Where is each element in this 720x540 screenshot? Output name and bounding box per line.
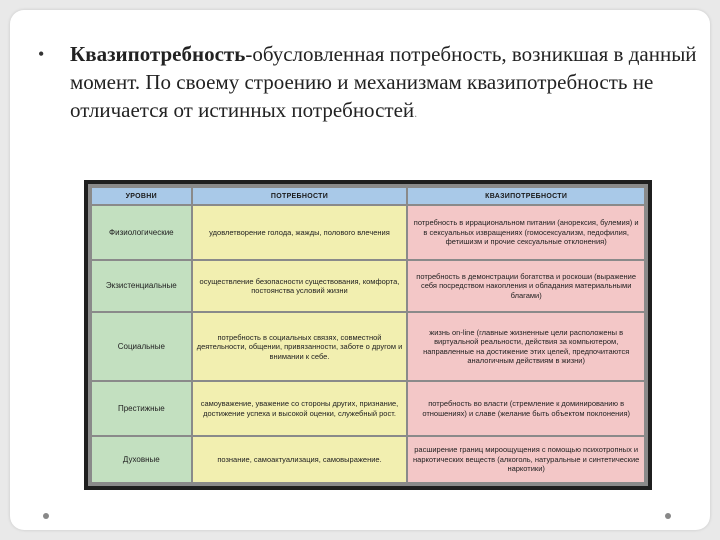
need-cell: осуществление безопасности существования, комфорта, постоянства условий жизни bbox=[193, 261, 407, 311]
quasi-cell: жизнь on-line (главные жизненные цели расположены в виртуальной реальности, действия за компьютером, направленные на достижение этих целей, предпочитаются аналогичным действиям в жизни) bbox=[408, 313, 644, 380]
header-quasi-needs: КВАЗИПОТРЕБНОСТИ bbox=[408, 188, 644, 204]
bullet-endmark: . bbox=[414, 106, 418, 120]
header-needs: ПОТРЕБНОСТИ bbox=[193, 188, 407, 204]
header-levels: УРОВНИ bbox=[92, 188, 191, 204]
need-cell: самоуважение, уважение со стороны других, признание, достижение успеха и высокой оценки, служебный рост. bbox=[193, 382, 407, 435]
table-row bbox=[92, 313, 644, 380]
quasi-cell: потребность в иррациональном питании (анорексия, булемия) и в сексуальных извращениях (гомосексуализм, педофилия, фетишизм и прочие сексуальные отклонения) bbox=[408, 206, 644, 259]
need-cell: познание, самоактуализация, самовыражение. bbox=[193, 437, 407, 482]
quasi-cell: расширение границ мироощущения с помощью психотропных и наркотических веществ (алкоголь, натуральные и синтетические наркотики) bbox=[408, 437, 644, 482]
quasi-cell: потребность в демонстрации богатства и роскоши (выражение себя посредством накопления и обладания материальными благами) bbox=[408, 261, 644, 311]
bullet-icon: • bbox=[38, 44, 45, 64]
table-row bbox=[92, 437, 644, 482]
slide-corner-dot-right bbox=[665, 513, 671, 519]
need-cell: удовлетворение голода, жажды, полового влечения bbox=[193, 206, 407, 259]
bullet-text bbox=[70, 40, 708, 127]
level-cell: Духовные bbox=[92, 437, 191, 482]
table-header-row bbox=[92, 188, 644, 204]
bullet-definition: -обусловленная потребность, возникшая в данный момент. По своему строению и механизмам квазипотребность не отличается от истинных потребностей bbox=[70, 42, 697, 122]
table-row bbox=[92, 382, 644, 435]
quasi-cell: потребность во власти (стремление к доминированию в отношениях) и славе (желание быть объектом поклонения) bbox=[408, 382, 644, 435]
level-cell: Экзистенциальные bbox=[92, 261, 191, 311]
level-cell: Престижные bbox=[92, 382, 191, 435]
bullet-point bbox=[38, 40, 708, 127]
table-row bbox=[92, 261, 644, 311]
level-cell: Социальные bbox=[92, 313, 191, 380]
bullet-term: Квазипотребность bbox=[70, 42, 246, 66]
table-row bbox=[92, 206, 644, 259]
slide-corner-dot-left bbox=[43, 513, 49, 519]
need-cell: потребность в социальных связях, совместной деятельности, общении, привязанности, заботе о другом и внимании к себе. bbox=[193, 313, 407, 380]
needs-table-inner bbox=[88, 184, 648, 486]
needs-table bbox=[90, 186, 646, 484]
level-cell: Физиологические bbox=[92, 206, 191, 259]
slide bbox=[10, 10, 710, 530]
needs-table-frame bbox=[84, 180, 652, 490]
